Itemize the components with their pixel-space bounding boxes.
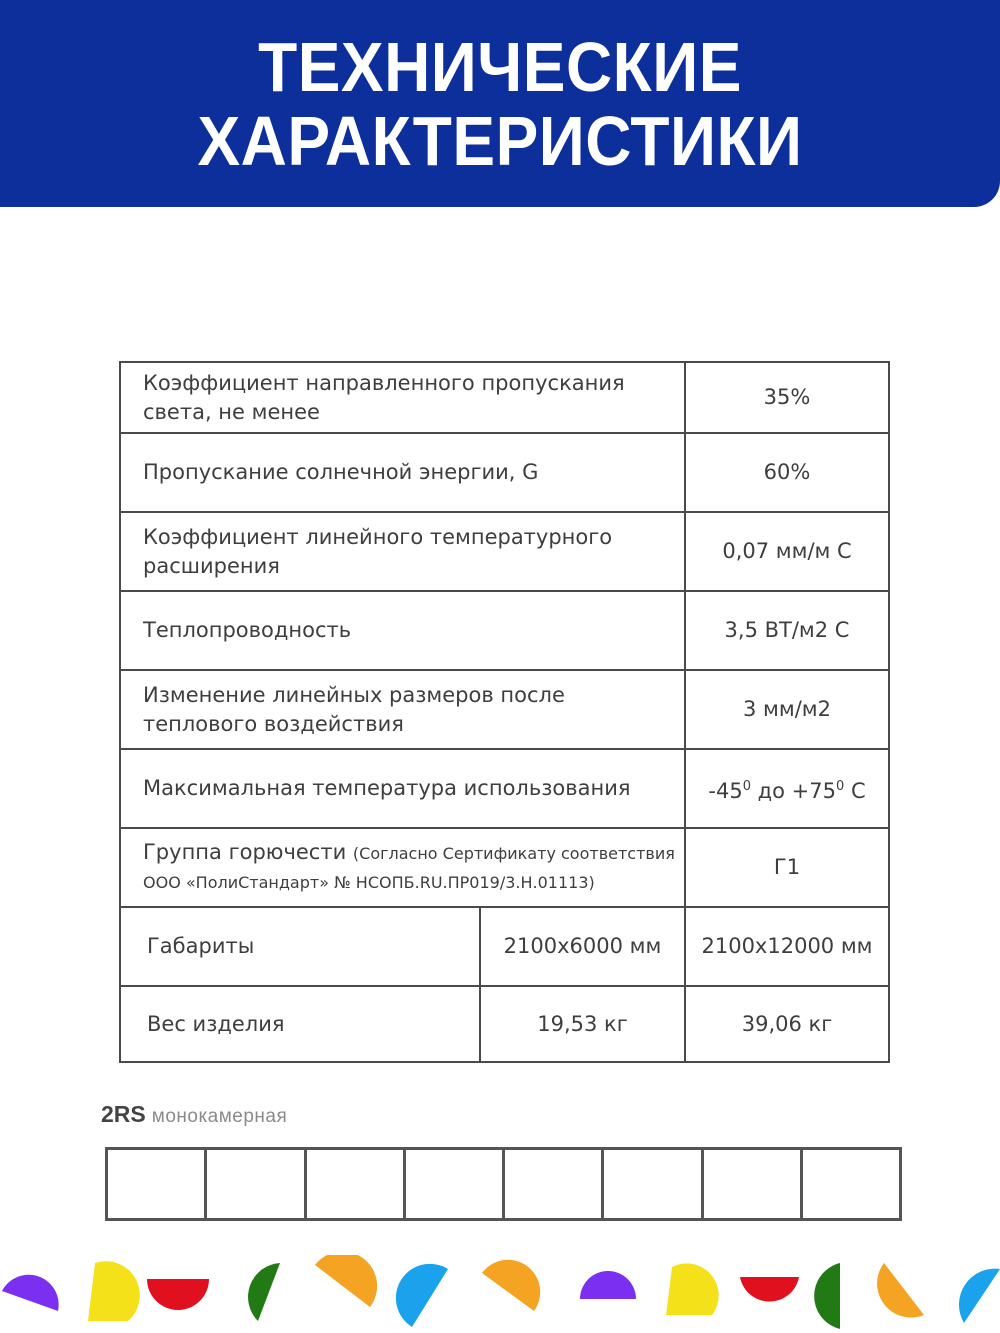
decor-shape (666, 1263, 719, 1315)
table-row (120, 670, 889, 749)
degree-sign: 0 (742, 778, 751, 794)
decorative-half-circles (0, 1255, 1000, 1333)
spec-label (120, 362, 685, 433)
spec-label: Теплопроводность (120, 591, 685, 670)
weight-label: Вес изделия (120, 986, 480, 1062)
spec-value: Г1 (685, 828, 889, 907)
profile-cross-section (105, 1147, 902, 1221)
decor-shape (814, 1263, 840, 1329)
profile-cell (604, 1150, 703, 1218)
decor-shape (88, 1261, 140, 1321)
size-value-a: 2100x6000 мм (480, 907, 685, 986)
spec-label-line: Изменение линейных размеров после (143, 682, 565, 707)
spec-value: 3,5 ВТ/м2 С (685, 591, 889, 670)
size-label: Габариты (120, 907, 480, 986)
profile-cell (704, 1150, 803, 1218)
decor-shape (959, 1269, 1000, 1323)
temp-unit: С (844, 778, 866, 803)
spec-label-line: Коэффициент направленного пропускания (143, 370, 625, 395)
decor-shape (315, 1255, 377, 1307)
decor-shape (877, 1263, 924, 1318)
certificate-note: (Согласно Сертификату соответствия (352, 844, 675, 863)
table-row (120, 828, 889, 907)
spec-label (120, 828, 685, 907)
table-row (120, 986, 889, 1062)
profile-cell (307, 1150, 406, 1218)
specs-table (119, 361, 890, 1063)
spec-label-line: Группа горючести (143, 840, 347, 864)
spec-label-line: расширения (143, 553, 280, 578)
spec-value: 3 мм/м2 (685, 670, 889, 749)
decor-shape (396, 1264, 448, 1327)
decor-shape (248, 1263, 280, 1321)
decor-shape (740, 1277, 799, 1302)
decor-shape (147, 1279, 209, 1310)
profile-label (101, 1101, 287, 1128)
table-row (120, 433, 889, 512)
title-line-1: ТЕХНИЧЕСКИЕ (258, 27, 742, 106)
weight-value-a: 19,53 кг (480, 986, 685, 1062)
spec-label: Максимальная температура использования (120, 749, 685, 828)
spec-label-line: теплового воздействия (143, 711, 404, 736)
certificate-note: ООО «ПолиСтандарт» № НСОПБ.RU.ПР019/3.Н.01113) (143, 873, 595, 892)
spec-value: 0,07 мм/м С (685, 512, 889, 591)
spec-label (120, 670, 685, 749)
table-row (120, 907, 889, 986)
table-row (120, 591, 889, 670)
decor-shape (482, 1260, 540, 1311)
profile-kind: монокамерная (151, 1106, 288, 1127)
profile-cell (505, 1150, 604, 1218)
spec-value: 35% (685, 362, 889, 433)
size-value-b: 2100x12000 мм (685, 907, 889, 986)
spec-label: Пропускание солнечной энергии, G (120, 433, 685, 512)
decor-shape (580, 1271, 636, 1299)
temp-mid: до +75 (750, 778, 837, 803)
spec-label-line: Коэффициент линейного температурного (143, 524, 613, 549)
profile-cell (207, 1150, 306, 1218)
spec-value (685, 749, 889, 828)
table-row (120, 362, 889, 433)
spec-label (120, 512, 685, 591)
weight-value-b: 39,06 кг (685, 986, 889, 1062)
profile-code: 2RS (101, 1101, 146, 1127)
title-line-2: ХАРАКТЕРИСТИКИ (197, 101, 803, 180)
temp-from: -45 (708, 778, 743, 803)
header-banner (0, 0, 1000, 207)
profile-cell (803, 1150, 899, 1218)
profile-cell (406, 1150, 505, 1218)
decor-shape (2, 1275, 59, 1311)
spec-value: 60% (685, 433, 889, 512)
table-row (120, 749, 889, 828)
degree-sign: 0 (836, 778, 845, 794)
table-row (120, 512, 889, 591)
spec-label-line: света, не менее (143, 399, 320, 424)
profile-cell (108, 1150, 207, 1218)
